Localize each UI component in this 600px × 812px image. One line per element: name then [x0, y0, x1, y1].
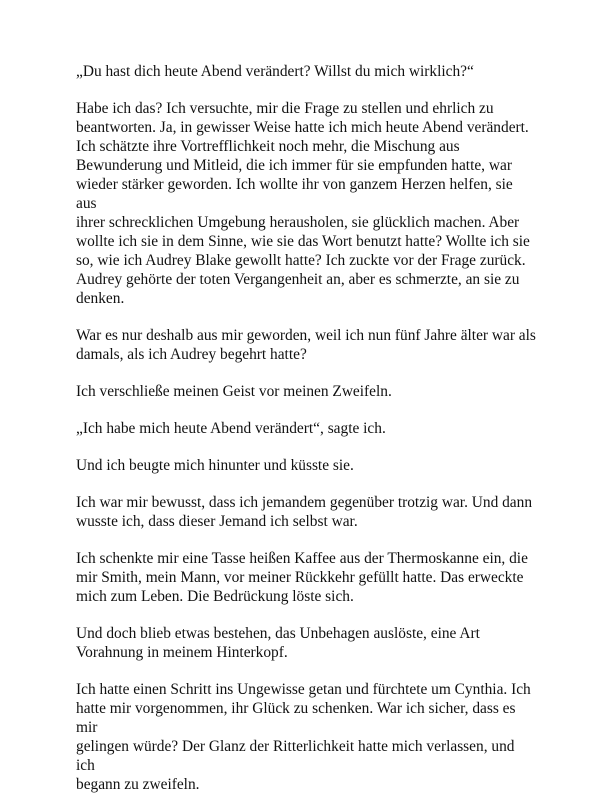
paragraph-9: Und doch blieb etwas bestehen, das Unbehagen auslöste, eine Art Vorahnung in meinem Hinterkopf. [76, 625, 480, 661]
paragraph-5: „Ich habe mich heute Abend verändert“, sagte ich. [76, 420, 386, 437]
paragraph-1: „Du hast dich heute Abend verändert? Willst du mich wirklich?“ [76, 63, 474, 80]
paragraph-7: Ich war mir bewusst, dass ich jemandem gegenüber trotzig war. Und dann wusste ich, dass dieser Jemand ich selbst war. [76, 494, 533, 530]
document-body [76, 62, 536, 812]
paragraph-3: War es nur deshalb aus mir geworden, weil ich nun fünf Jahre älter war als damals, als ich Audrey begehrt hatte? [76, 327, 536, 363]
paragraph-10: Ich hatte einen Schritt ins Ungewisse getan und fürchtete um Cynthia. Ich hatte mir vorgenommen, ihr Glück zu schenken. War ich sicher, dass es mir gelingen würde? Der Glanz der Ritterlichkeit hatte mich verlassen, und ich begann zu zweifeln. [76, 681, 531, 793]
paragraph-2: Habe ich das? Ich versuchte, mir die Frage zu stellen und ehrlich zu beantworten. Ja, in gewisser Weise hatte ich mich heute Abend verändert. Ich schätzte ihre Vortrefflichkeit noch mehr, die Mischung aus Bewunderung und Mitleid, die ich immer für sie empfunden hatte, war wieder stärker geworden. Ich wollte ihr von ganzem Herzen helfen, sie aus ihrer schrecklichen Umgebung herausholen, sie glücklich machen. Aber wollte ich sie in dem Sinne, wie sie das Wort benutzt hatte? Wollte ich sie so, wie ich Audrey Blake gewollt hatte? Ich zuckte vor der Frage zurück. Audrey gehörte der toten Vergangenheit an, aber es schmerzte, an sie zu denken. [76, 100, 530, 307]
paragraph-6: Und ich beugte mich hinunter und küsste sie. [76, 457, 354, 474]
paragraph-8: Ich schenkte mir eine Tasse heißen Kaffee aus der Thermoskanne ein, die mir Smith, mein Mann, vor meiner Rückkehr gefüllt hatte. Das erweckte mich zum Leben. Die Bedrückung löste sich. [76, 550, 528, 605]
paragraph-4: Ich verschließe meinen Geist vor meinen Zweifeln. [76, 383, 392, 400]
